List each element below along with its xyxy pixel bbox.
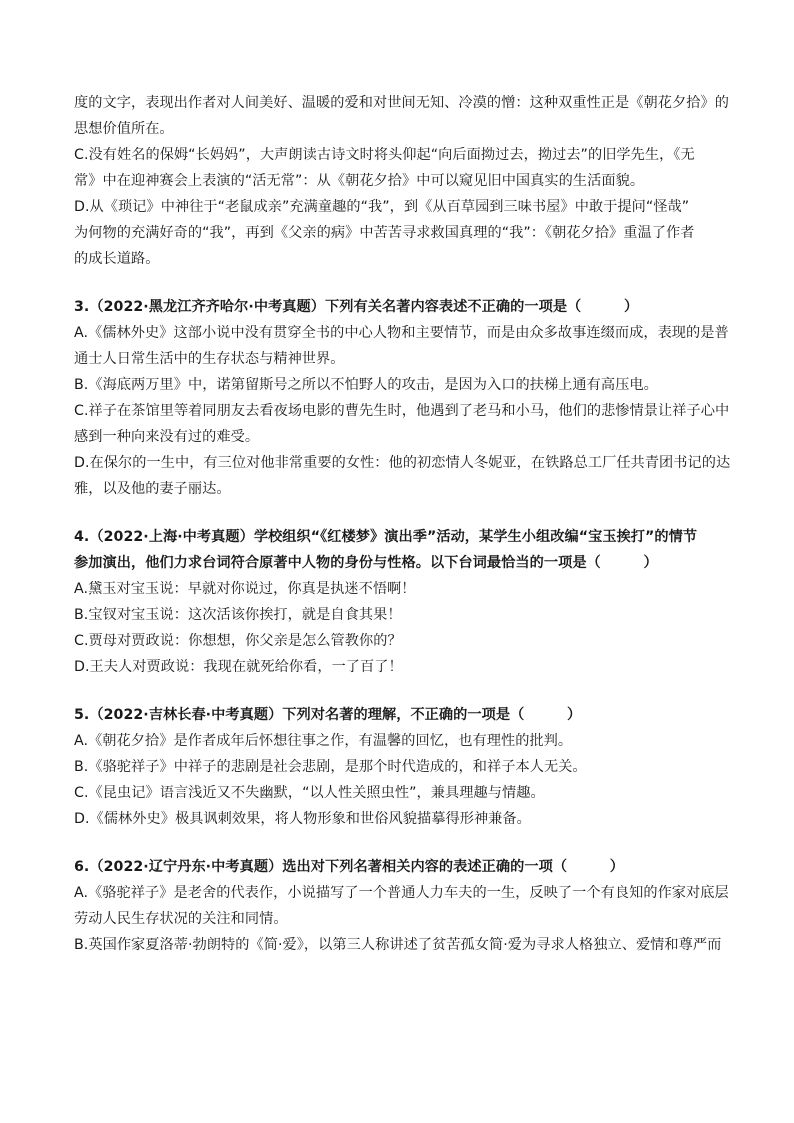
question-4 <box>74 524 724 680</box>
option-a: A.《骆驼祥子》是老舍的代表作，小说描写了一个普通人力车夫的一生，反映了一个有良知的作家对底层 <box>74 885 729 901</box>
option-b: B.《海底两万里》中，诺第留斯号之所以不怕野人的攻击，是因为入口的扶梯上通有高压电。 <box>74 377 658 393</box>
option-b: B.《骆驼祥子》中祥子的悲剧是社会悲剧，是那个时代造成的，和祥子本人无关。 <box>74 759 587 775</box>
document-page <box>74 90 731 958</box>
question-6 <box>74 854 729 958</box>
text-line: 感到一种向来没有过的难受。 <box>74 429 260 445</box>
question-3 <box>74 294 731 502</box>
text-line: 劳动人民生存状况的关注和同情。 <box>74 911 288 927</box>
question-2-continuation <box>74 90 729 272</box>
text-line: 雅，以及他的妻子丽达。 <box>74 481 231 497</box>
text-line: 度的文字，表现出作者对人间美好、温暖的爱和对世间无知、冷漠的憎：这种双重性正是《朝花夕拾》的 <box>74 95 729 111</box>
option-d: D.《儒林外史》极具讽刺效果，将人物形象和世俗风貌描摹得形神兼备。 <box>74 811 531 827</box>
option-a: A.黛玉对宝玉说：早就对你说过，你真是执迷不悟啊！ <box>74 581 416 597</box>
text-line: 通士人日常生活中的生存状态与精神世界。 <box>74 351 345 367</box>
option-b: B.宝钗对宝玉说：这次活该你挨打，就是自食其果！ <box>74 607 402 623</box>
text-line: 为何物的充满好奇的“我”，再到《父亲的病》中苦苦寻求救国真理的“我”：《朝花夕拾》重温了作者 <box>74 225 695 241</box>
question-title: 4.（2022·上海·中考真题）学校组织“《红楼梦》演出季”活动，某学生小组改编“宝玉挨打”的情节 <box>74 529 698 545</box>
option-c: C.贾母对贾政说：你想想，你父亲是怎么管教你的？ <box>74 633 402 649</box>
question-title: 6.（2022·辽宁丹东·中考真题）选出对下列名著相关内容的表述正确的一项（ ） <box>74 859 625 875</box>
option-c: C.祥子在茶馆里等着同朋友去看夜场电影的曹先生时，他遇到了老马和小马，他们的悲惨情景让祥子心中 <box>74 403 730 419</box>
option-d: D.从《琐记》中神往于“老鼠成亲”充满童趣的“我”，到《从百草园到三味书屋》中敢于提问“怪哉” <box>74 199 690 215</box>
text-line: 思想价值所在。 <box>74 121 174 137</box>
question-title: 3.（2022·黑龙江齐齐哈尔·中考真题）下列有关名著内容表述不正确的一项是（ ） <box>74 299 639 315</box>
question-title: 参加演出，他们力求台词符合原著中人物的身份与性格。以下台词最恰当的一项是（ ） <box>74 555 658 571</box>
text-line: 常》中在迎神赛会上表演的“活无常”：从《朝花夕拾》中可以窥见旧中国真实的生活面貌。 <box>74 173 645 189</box>
question-title: 5.（2022·吉林长春·中考真题）下列对名著的理解，不正确的一项是（ ） <box>74 707 582 723</box>
option-c: C.没有姓名的保姆“长妈妈”，大声朗读古诗文时将头仰起“向后面拗过去，拗过去”的旧学先生，《无 <box>74 147 695 163</box>
option-a: A.《朝花夕拾》是作者成年后怀想往事之作，有温馨的回忆，也有理性的批判。 <box>74 733 573 749</box>
option-d: D.王夫人对贾政说：我现在就死给你看，一了百了！ <box>74 659 403 675</box>
option-c: C.《昆虫记》语言浅近又不失幽默，“以人性关照虫性”，兼具理趣与情趣。 <box>74 785 545 801</box>
option-b: B.英国作家夏洛蒂·勃朗特的《简·爱》，以第三人称讲述了贫苦孤女简·爱为寻求人格独立、爱情和尊严而 <box>74 937 722 953</box>
text-line: 的成长道路。 <box>74 251 160 267</box>
option-d: D.在保尔的一生中，有三位对他非常重要的女性：他的初恋情人冬妮亚，在铁路总工厂任共青团书记的达 <box>74 455 731 471</box>
option-a: A.《儒林外史》这部小说中没有贯穿全书的中心人物和主要情节，而是由众多故事连缀而成，表现的是普 <box>74 325 729 341</box>
question-5 <box>74 702 724 832</box>
